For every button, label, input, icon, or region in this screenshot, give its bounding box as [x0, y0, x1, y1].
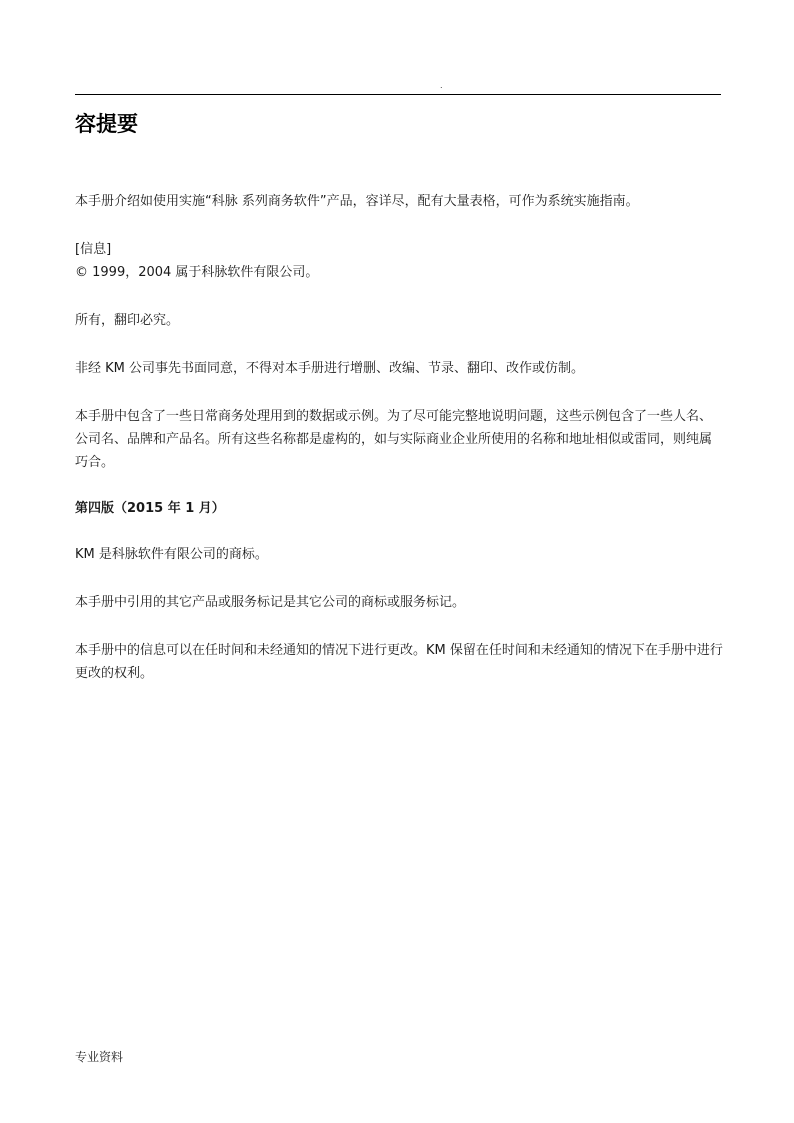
- other-marks-paragraph: 本手册中引用的其它产品或服务标记是其它公司的商标或服务标记。: [75, 595, 466, 610]
- document-body: [75, 190, 723, 685]
- header-rule: [75, 94, 721, 95]
- no-copy-paragraph: 非经 KM 公司事先书面同意，不得对本手册进行增删、改编、节录、翻印、改作或仿制。: [75, 361, 585, 376]
- info-label: [信息]: [75, 242, 112, 257]
- info-block: [75, 238, 723, 284]
- footer-label: 专业资料: [75, 1050, 124, 1064]
- intro-paragraph: 本手册介绍如使用实施“科脉 系列商务软件”产品，容详尽，配有大量表格，可作为系统实施指南。: [75, 194, 639, 209]
- edition-heading: 第四版（2015 年 1 月）: [75, 501, 225, 516]
- trademark-paragraph: KM 是科脉软件有限公司的商标。: [75, 547, 268, 562]
- page-title: 容提要: [75, 112, 138, 136]
- rights-paragraph: 所有，翻印必究。: [75, 313, 180, 328]
- fiction-paragraph: 本手册中包含了一些日常商务处理用到的数据或示例。为了尽可能完整地说明问题，这些示例包含了一些人名、公司名、品牌和产品名。所有这些名称都是虚构的，如与实际商业企业所使用的名称和地址相似或雷同，则纯属巧合。: [75, 409, 713, 470]
- header-mark: .: [440, 81, 443, 90]
- copyright-line: © 1999，2004 属于科脉软件有限公司。: [75, 265, 319, 280]
- changes-paragraph: 本手册中的信息可以在任时间和未经通知的情况下进行更改。KM 保留在任时间和未经通知的情况下在手册中进行更改的权利。: [75, 643, 723, 681]
